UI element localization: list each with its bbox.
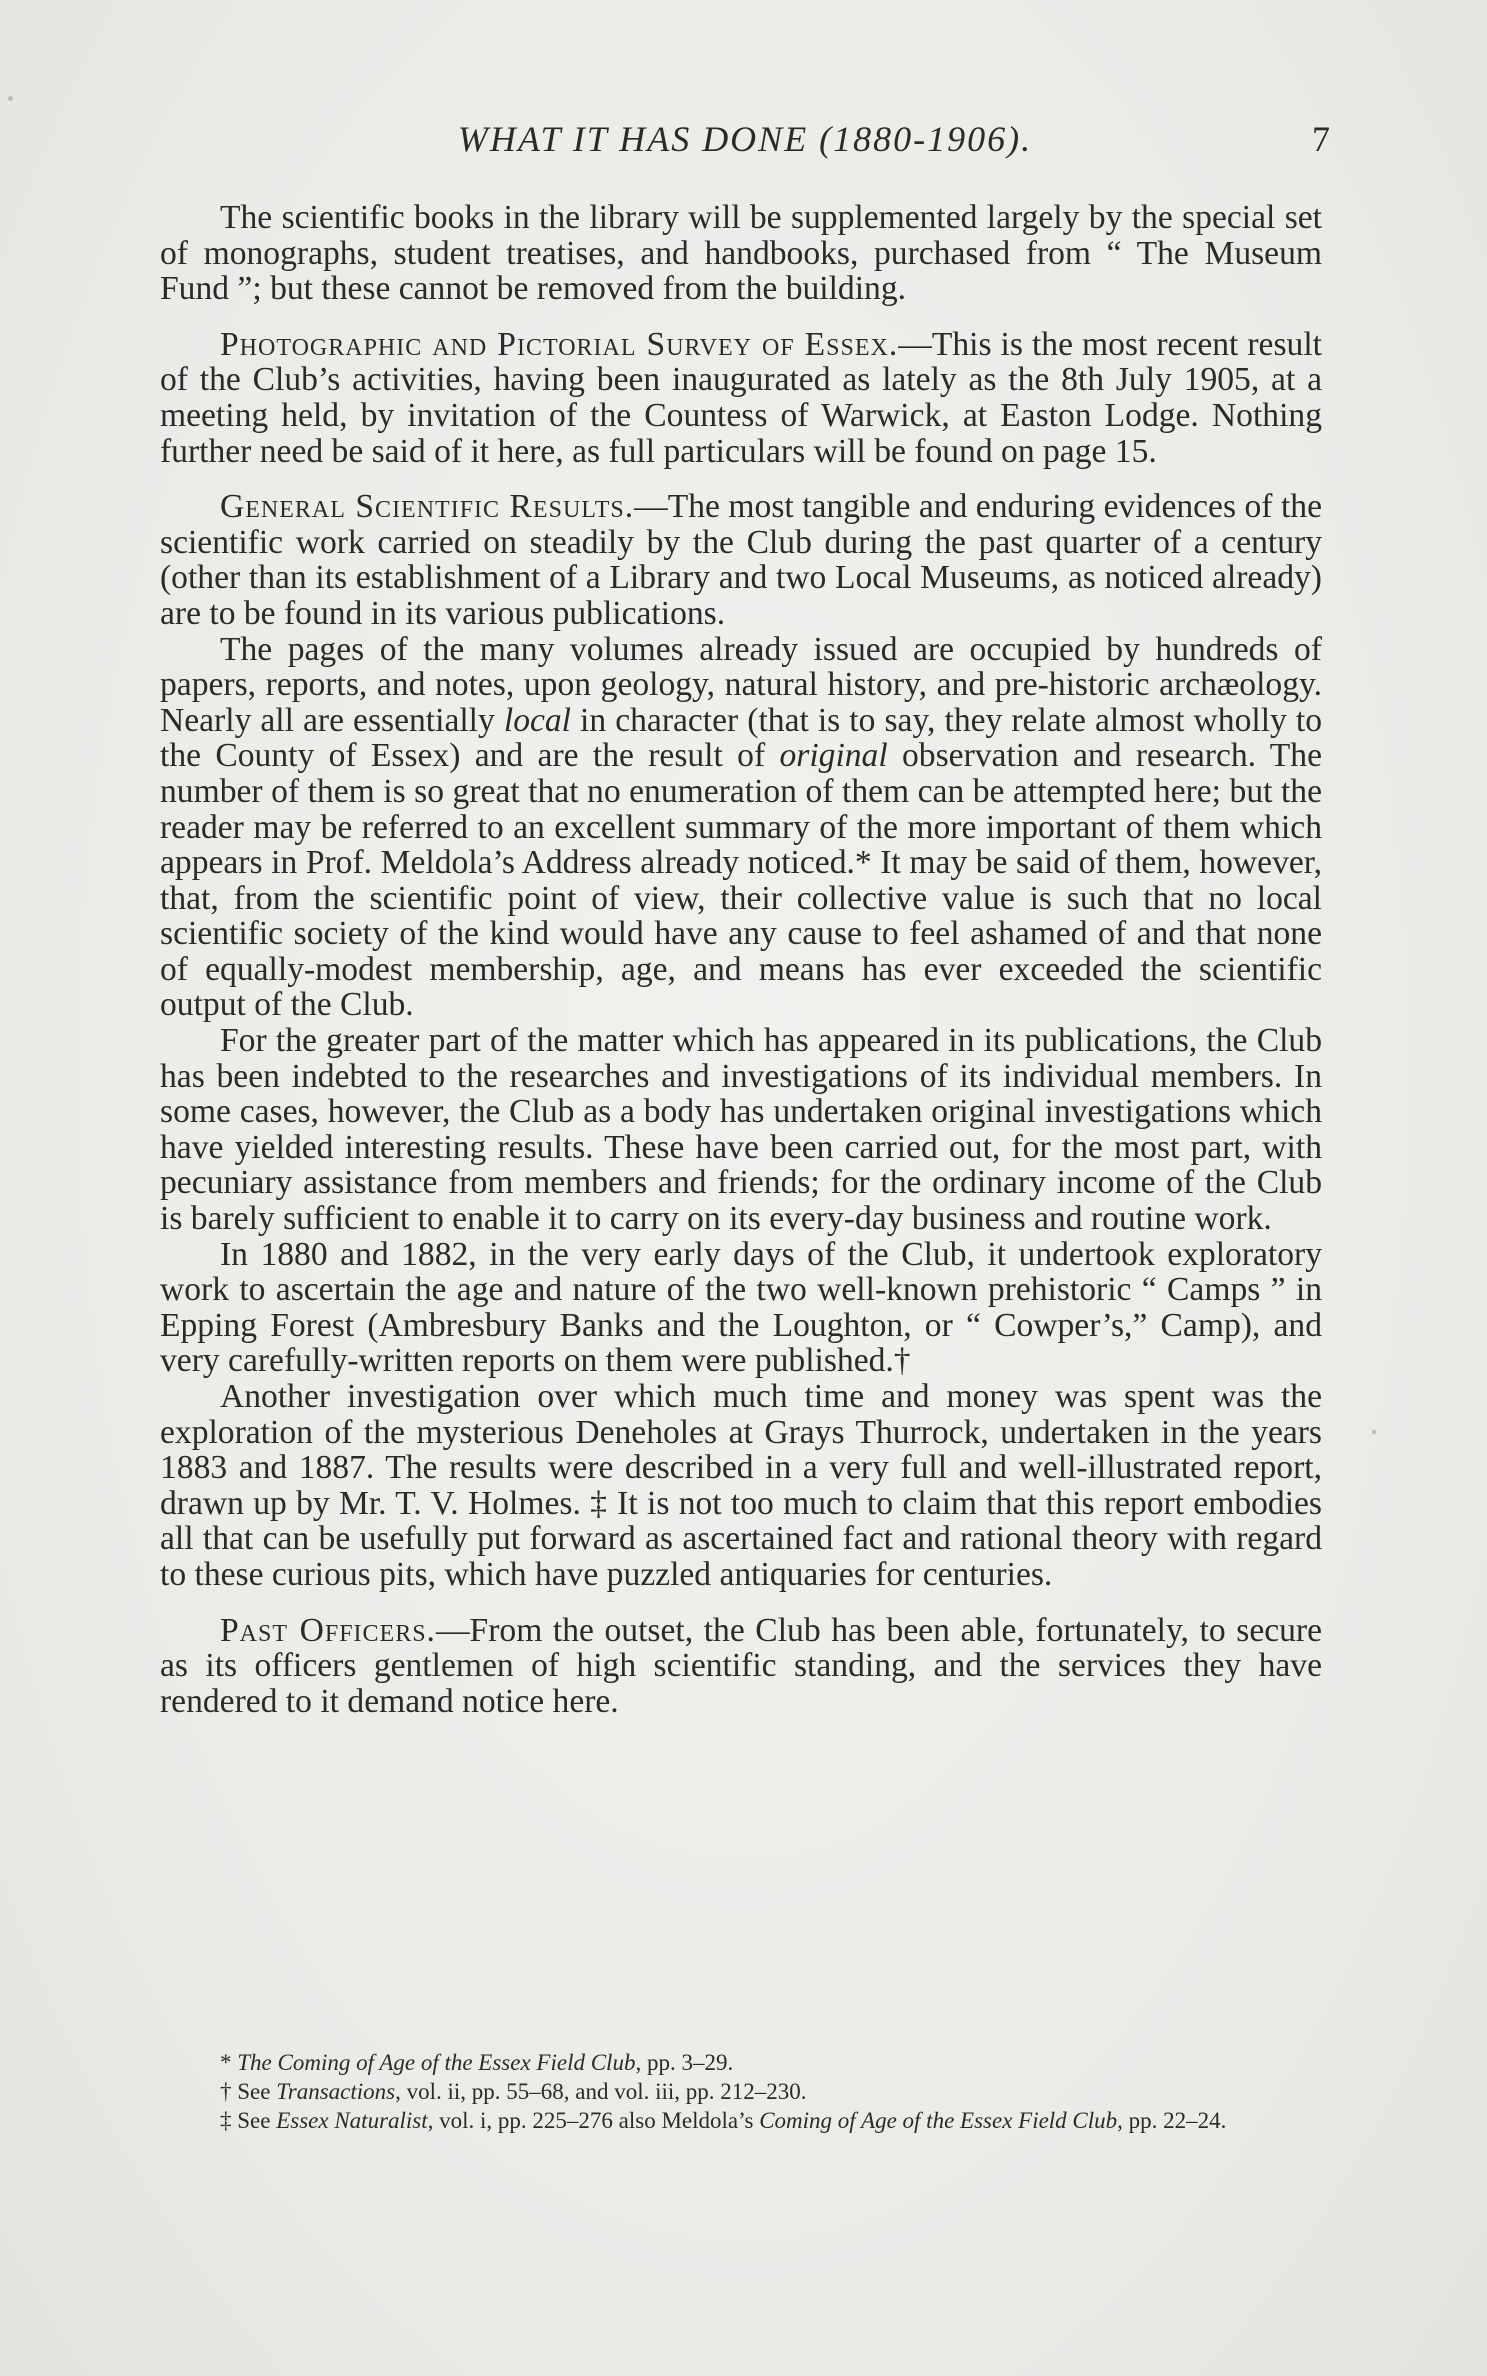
footnote-title: Transactions: [276, 2079, 396, 2104]
paragraph-scientific-results: [160, 489, 1322, 631]
body-text: [160, 200, 1322, 1719]
emphasis-original: original: [779, 737, 888, 775]
paragraph-text: observation and research. The number of them is so great that no enumeration of them can be attempted here; but the reader may be referred to an excellent summary of the more important of them which appears in Prof. Meldola’s Address already noticed.* It may be said of them, however, that, from the scientific point of view, their collective value is such that no local scientific society of the kind would have any cause to feel ashamed of and that none of equally-modest membership, age, and means has ever exceeded the scientific output of the Club.: [160, 737, 1322, 1024]
section-heading-photographic-survey: Photographic and Pictorial Survey of Essex.: [220, 325, 899, 363]
footnote-3: [160, 2106, 1322, 2135]
paragraph-volumes: [160, 632, 1322, 1024]
footnotes: [160, 2048, 1322, 2135]
running-title: WHAT IT HAS DONE (1880-1906).: [457, 119, 1033, 159]
footnote-1: [160, 2048, 1322, 2077]
paper-speck: [1372, 1430, 1376, 1434]
section-heading-past-officers: Past Officers.: [220, 1611, 436, 1649]
emphasis-local: local: [503, 701, 571, 739]
paragraph-text: —From the outset, the Club has been able, fortunately, to secure as its officers gentlemen of high scientific standing, and the services they have rendered to it demand notice here.: [160, 1611, 1322, 1720]
page-number: 7: [1312, 119, 1330, 159]
paragraph-library-books: The scientific books in the library will be supplemented largely by the special set of monographs, student treatises, and handbooks, purchased from “ The Museum Fund ”; but these cannot be removed from the building.: [160, 199, 1322, 308]
paragraph-deneholes: Another investigation over which much time and money was spent was the exploration of the mysterious Deneholes at Grays Thurrock, undertaken in the years 1883 and 1887. The results were described in a very full and well-illustrated report, drawn up by Mr. T. V. Holmes. ‡ It is not too much to claim that this report embodies all that can be usefully put forward as ascertained fact and rational theory with regard to these curious pits, which have puzzled antiquaries for centuries.: [160, 1378, 1322, 1593]
footnote-text: , pp. 3–29.: [635, 2050, 734, 2075]
paragraph-investigations: For the greater part of the matter which has appeared in its publications, the Club has been indebted to the researches and investigations of its individual members. In some cases, however, the Club as a body has undertaken original investigations which have yielded interesting results. These have been carried out, for the most part, with pecuniary assistance from members and friends; for the ordinary income of the Club is barely sufficient to enable it to carry on its every-day business and routine work.: [160, 1022, 1322, 1238]
footnote-title: Essex Naturalist: [276, 2108, 428, 2133]
paper-speck: [8, 96, 13, 101]
running-head: [160, 118, 1330, 168]
footnote-text: , pp. 22–24.: [1117, 2108, 1227, 2133]
footnote-mark: † See: [220, 2079, 277, 2104]
footnote-text: , vol. ii, pp. 55–68, and vol. iii, pp. 212–230.: [395, 2079, 807, 2104]
paragraph-text: —The most tangible and enduring evidences of the scientific work carried on steadily by the Club during the past quarter of a century (other than its establishment of a Library and two Local Museums, as noticed already) are to be found in its various publications.: [160, 488, 1322, 632]
section-heading-scientific-results: General Scientific Results.: [220, 488, 635, 526]
footnote-title: The Coming of Age of the Essex Field Club: [237, 2050, 636, 2075]
footnote-mark: ‡ See: [220, 2108, 277, 2133]
paragraph-text: —This is the most recent result of the Club’s activities, having been inaugurated as lately as the 8th July 1905, at a meeting held, by invitation of the Countess of Warwick, at Easton Lodge. Nothing further need be said of it here, as full particulars will be found on page 15.: [160, 325, 1322, 470]
footnote-mark: *: [220, 2050, 238, 2075]
footnote-text: , vol. i, pp. 225–276 also Meldola’s: [427, 2108, 760, 2133]
paragraph-camps: In 1880 and 1882, in the very early days of the Club, it undertook exploratory work to ascertain the age and nature of the two well-known prehistoric “ Camps ” in Epping Forest (Ambresbury Banks and the Loughton, or “ Cowper’s,” Camp), and very carefully-written reports on them were published.†: [160, 1235, 1322, 1380]
paragraph-text: The pages of the many volumes already issued are occupied by hundreds of papers, reports, and notes, upon geology, natural history, and pre-historic archæology. Nearly all are essentially: [160, 630, 1322, 739]
footnote-title: Coming of Age of the Essex Field Club: [759, 2108, 1118, 2133]
paragraph-photographic-survey: [160, 327, 1322, 469]
paragraph-text: in character (that is to say, they relate almost wholly to the County of Essex) and are the result of: [160, 701, 1322, 775]
paragraph-past-officers: [160, 1613, 1322, 1720]
footnote-2: [160, 2077, 1322, 2106]
